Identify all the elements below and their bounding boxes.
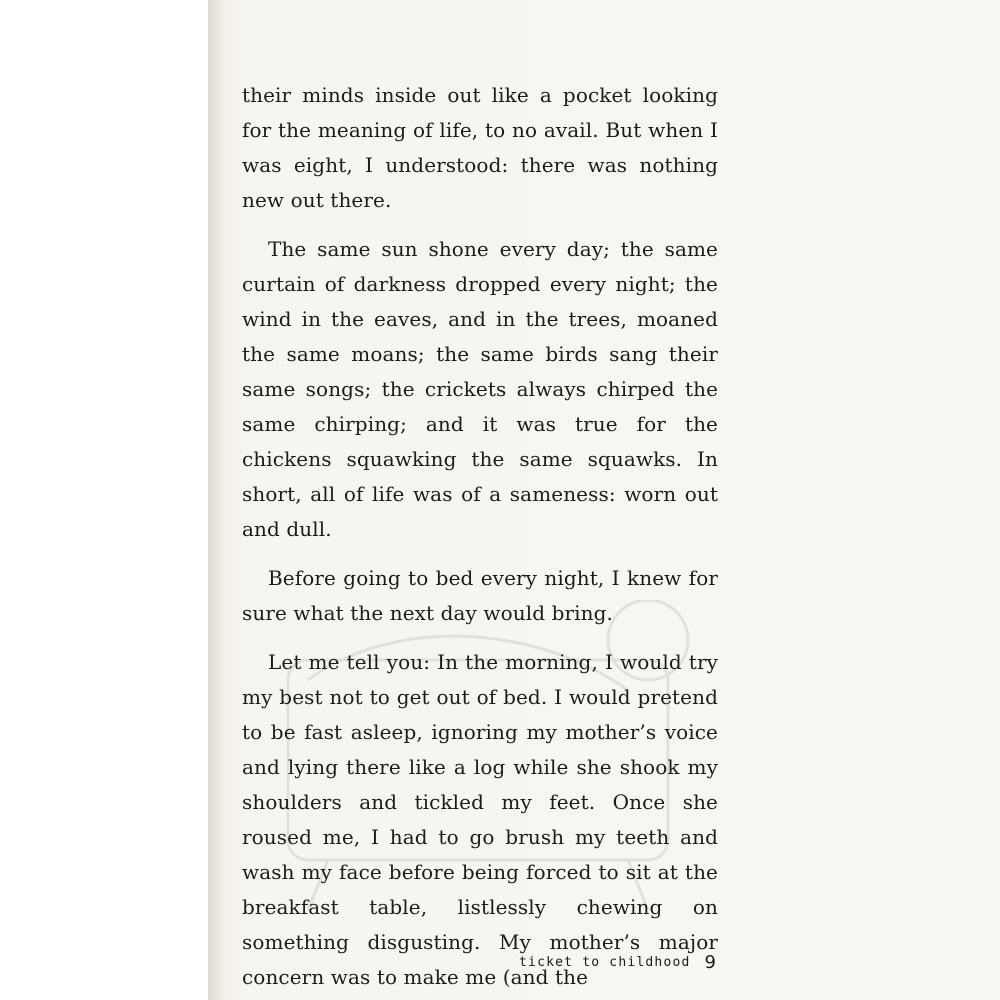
running-head: ticket to childhood [519,955,691,970]
paragraph-1: their minds inside out like a pocket looking for the meaning of life, to no avail. But when I was eight, I understood: there was nothing new out there. [242,83,718,212]
paragraph-3: Before going to bed every night, I knew for sure what the next day would bring. [242,566,718,625]
page-number: 9 [704,952,716,973]
page-footer [486,952,716,973]
paragraph-2: The same sun shone every day; the same curtain of darkness dropped every night; the wind in the eaves, and in the trees, moaned the same moans; the same birds sang their same songs; the crickets always chirped the same chirping; and it was true for the chickens squawking the same squawks. In short, all of life was of a sameness: worn out and dull. [242,237,718,541]
book-page [208,0,1000,1000]
paragraph-4: Let me tell you: In the morning, I would try my best not to get out of bed. I would pretend to be fast asleep, ignoring my mother’s voice and lying there like a log while she shook my shoulders and tickled my feet. Once she roused me, I had to go brush my teeth and wash my face before being forced to sit at the breakfast table, listlessly chewing on something disgusting. My mother’s major concern was to make me (and the [242,650,718,989]
body-text [242,78,718,1000]
